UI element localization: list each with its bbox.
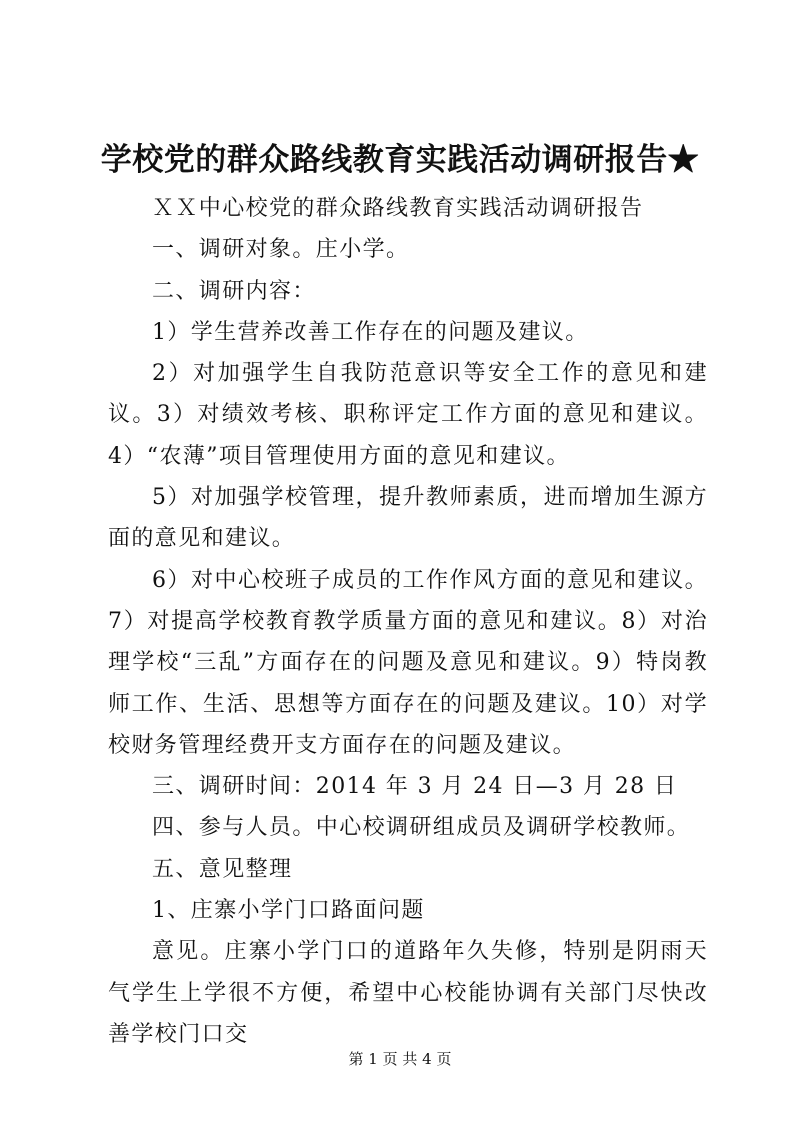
content-item-5: 5）对加强学校管理，提升教师素质，进而增加生源方面的意见和建议。	[108, 485, 708, 552]
section-opinion-summary: 五、意见整理	[152, 856, 293, 882]
section-research-target: 一、调研对象。庄小学。	[152, 237, 410, 263]
content-items-6-10: 6）对中心校班子成员的工作作风方面的意见和建议。7）对提高学校教育教学质量方面的意见和建议。8）对治理学校“三乱”方面存在的问题及意见和建议。9）特岗教师工作、生活、思想等方面存在的问题及建议。10）对学校财务管理经费开支方面存在的问题及建议。	[108, 567, 708, 758]
opinion-text-1: 意见。庄寨小学门口的道路年久失修，特别是阴雨天气学生上学很不方便，希望中心校能协调有关部门尽快改善学校门口交	[108, 939, 708, 1047]
content-items-2-4: 2）对加强学生自我防范意识等安全工作的意见和建议。3）对绩效考核、职称评定工作方面的意见和建议。4）“农薄”项目管理使用方面的意见和建议。	[108, 361, 708, 469]
document-title: 学校党的群众路线教育实践活动调研报告★	[100, 142, 700, 178]
page-number-footer: 第 1 页 共 4 页	[348, 1050, 452, 1068]
document-body	[108, 188, 708, 1055]
section-research-content: 二、调研内容：	[152, 278, 316, 304]
report-subtitle: ＸＸ中心校党的群众路线教育实践活动调研报告	[152, 196, 644, 221]
section-research-time: 三、调研时间：2014 年 3 月 24 日—3 月 28 日	[152, 774, 678, 800]
opinion-heading-1: 1、庄寨小学门口路面问题	[152, 898, 425, 924]
section-participants: 四、参与人员。中心校调研组成员及调研学校教师。	[152, 815, 691, 841]
content-item-1: 1）学生营养改善工作存在的问题及建议。	[152, 319, 589, 345]
